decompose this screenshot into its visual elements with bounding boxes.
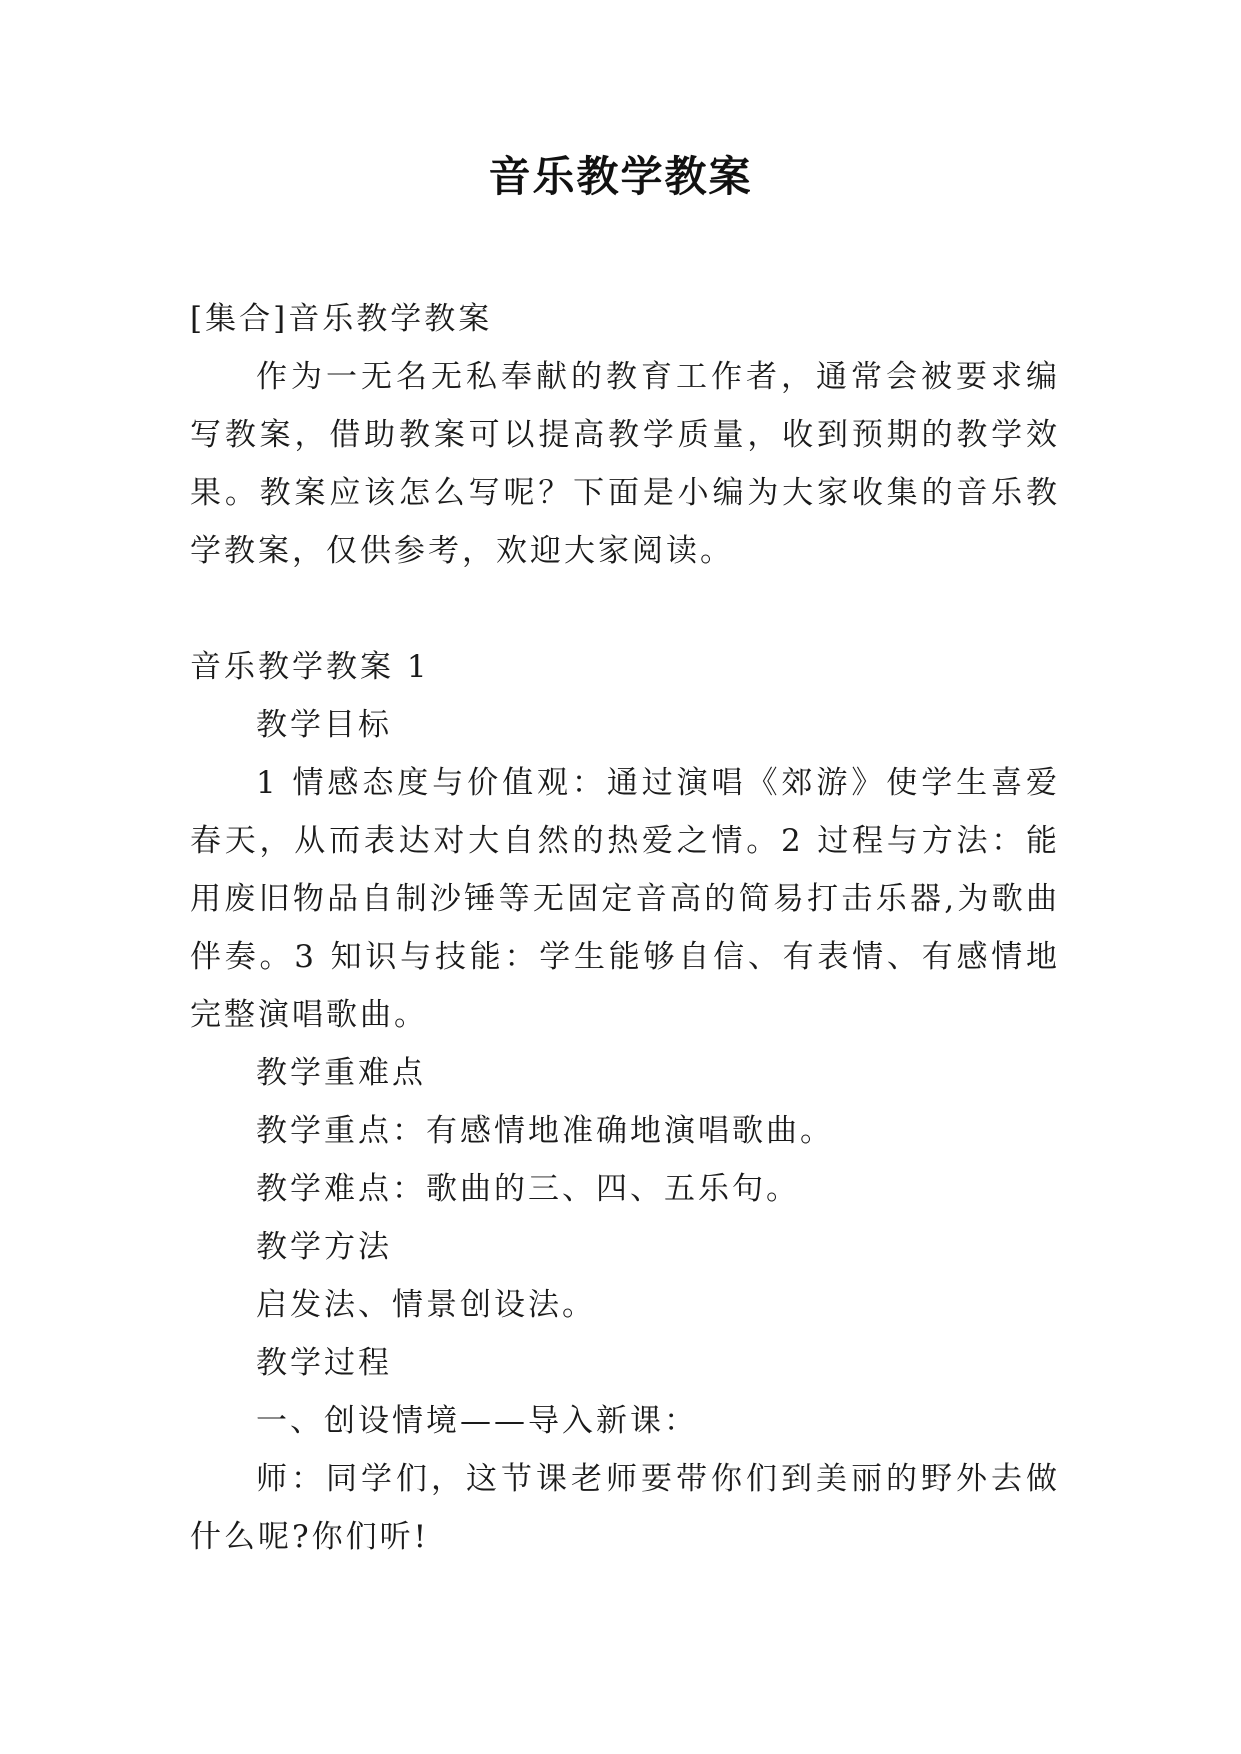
paragraph-gap xyxy=(190,580,1060,638)
paragraph-key-point: 教学重点：有感情地准确地演唱歌曲。 xyxy=(256,1113,834,1149)
paragraph-methods: 启发法、情景创设法。 xyxy=(256,1287,596,1323)
intro-paragraph: 作为一无名无私奉献的教育工作者，通常会被要求编写教案，借助教案可以提高教学质量，收到预期的教学效果。教案应该怎么写呢？下面是小编为大家收集的音乐教学教案，仅供参考，欢迎大家阅读。 xyxy=(190,359,1060,569)
paragraph-teacher: 师：同学们，这节课老师要带你们到美丽的野外去做什么呢?你们听! xyxy=(190,1461,1060,1555)
paragraph-goals: 1 情感态度与价值观：通过演唱《郊游》使学生喜爱春天，从而表达对大自然的热爱之情。2 过程与方法：能用废旧物品自制沙锤等无固定音高的简易打击乐器,为歌曲伴奏。3 知识与技能：学生能够自信、有表情、有感情地完整演唱歌曲。 xyxy=(190,765,1060,1033)
heading-teaching-goals: 教学目标 xyxy=(256,707,392,743)
document-subtitle: [集合]音乐教学教案 xyxy=(190,301,493,337)
paragraph-step-one: 一、创设情境——导入新课： xyxy=(256,1403,698,1439)
heading-process: 教学过程 xyxy=(256,1345,392,1381)
document-body xyxy=(190,290,1060,1566)
section-heading: 音乐教学教案 1 xyxy=(190,649,430,685)
paragraph-difficulty: 教学难点：歌曲的三、四、五乐句。 xyxy=(256,1171,800,1207)
heading-methods: 教学方法 xyxy=(256,1229,392,1265)
document-title: 音乐教学教案 xyxy=(488,152,753,201)
heading-key-points: 教学重难点 xyxy=(256,1055,426,1091)
